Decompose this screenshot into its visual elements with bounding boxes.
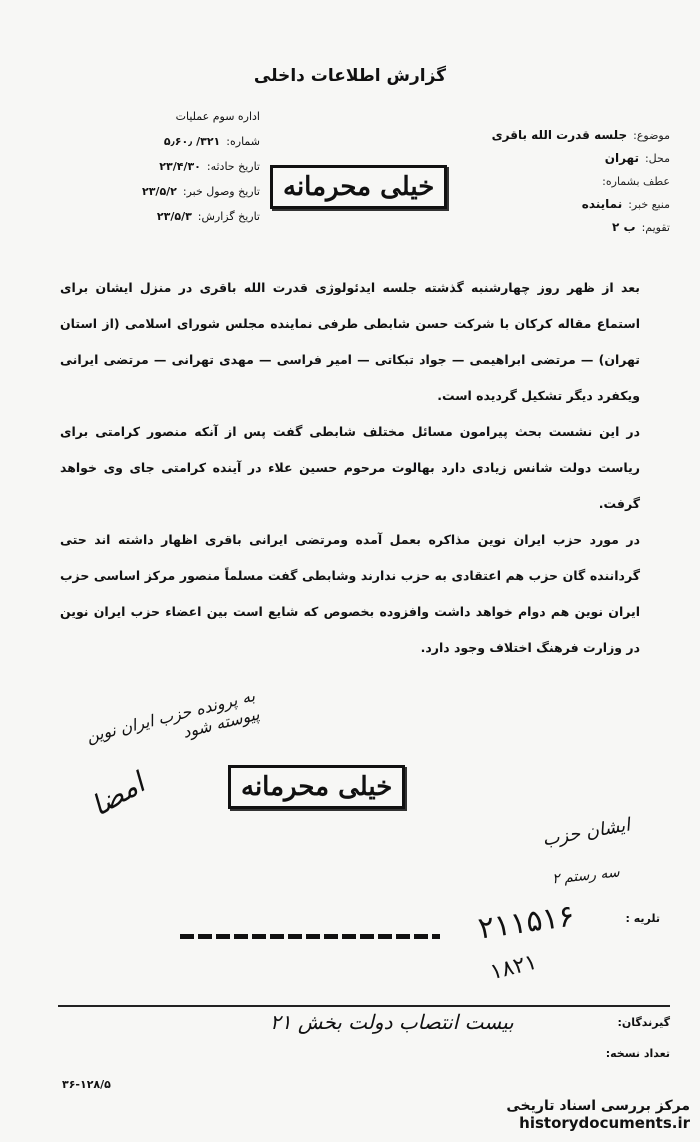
paragraph: بعد از ظهر روز چهارشنبه گذشته جلسه ایدئولوژی قدرت الله باقری در منزل ایشان برای استماع مقاله کرکان با شرکت حسن شابطی طرفی نماینده مجلس شورای اسلامی (از استان تهران) — مرتضی ابراهیمی — جواد تبکاتی — امیر فراسی — مهدی تهرانی — مرتضی ایرانی ویکفرد دیگر تشکیل گردیده است.	[60, 280, 640, 403]
field-report-date: تاریخ گزارش:۲۳/۵/۳	[156, 210, 260, 223]
confidential-stamp-bottom: خیلی محرمانه	[228, 765, 405, 809]
divider	[58, 1005, 670, 1007]
confidential-stamp: خیلی محرمانه	[270, 165, 447, 209]
handwritten-note-right: ایشان حزب	[540, 814, 632, 851]
field-reference: عطف بشماره:	[602, 175, 670, 188]
field-event-date: تاریخ حادثه:۲۳/۴/۳۰	[159, 160, 260, 173]
handwritten-note-left: به پرونده حزب ایران نوین پیوسته شود	[84, 685, 262, 747]
paragraph: در مورد حزب ایران نوین مذاکره بعمل آمده ومرتضی ایرانی باقری اظهار داشته اند حتی گرداننده گان حزب هم اعتقادی به حزب ندارند وشابطی گفت مسلماً منصور مرکز اساسی حزب ایران نوین هم دوام خواهد داشت وافزوده بخصوص که شایع است بین اعضاء حزب ایران نوین در وزارت فرهنگ اختلاف وجود دارد.	[60, 532, 640, 655]
footer-code: ۳۶-۱۲۸/۵	[62, 1078, 111, 1091]
signature-left: امضا	[85, 766, 151, 823]
field-calendar: تقویم:ب ۲	[612, 220, 670, 234]
header-fields-right	[430, 124, 670, 239]
analysis-label: تلریه :	[625, 912, 660, 925]
brand-name: مرکز بررسی اسناد تاریخی	[506, 1098, 690, 1114]
field-received-date: تاریخ وصول خبر:۲۳/۵/۲	[142, 185, 260, 198]
field-subject: موضوع:جلسه قدرت الله باقری	[491, 128, 670, 142]
field-source: منبع خبر:نماینده	[581, 197, 670, 211]
handwritten-number-small: ۱۸۲۱	[487, 949, 540, 986]
paragraph: در این نشست بحث پیرامون مسائل مختلف شابطی گفت پس از آنکه منصور کرامتی برای ریاست دولت شانس زیادی دارد بهالوت مرحوم حسین علاء در آینده کرامتی جای وی خواهد گرفت.	[60, 424, 640, 511]
recipients-label: گیرندگان:	[617, 1016, 670, 1029]
report-title: گزارش اطلاعات داخلی	[253, 66, 447, 86]
report-body	[60, 270, 640, 666]
recipients-value: بیست انتصاب دولت بخش ۲۱	[270, 1010, 514, 1034]
field-location: محل:تهران	[604, 151, 670, 165]
copies-label: تعداد نسخه:	[605, 1047, 670, 1060]
header-fields-left	[60, 104, 260, 229]
handwritten-number: ۲۱۱۵۱۶	[476, 898, 577, 947]
field-department: اداره سوم عملیات	[175, 110, 260, 123]
recipients	[606, 1016, 670, 1060]
redaction-line	[180, 934, 440, 939]
handwritten-code-right: سه رستم ۲	[551, 864, 621, 888]
brand-url: historydocuments.ir	[519, 1114, 690, 1132]
brand-watermark	[506, 1098, 690, 1132]
field-number: شماره:۳۲۱/ ۵٫۶۰٫	[163, 135, 260, 148]
